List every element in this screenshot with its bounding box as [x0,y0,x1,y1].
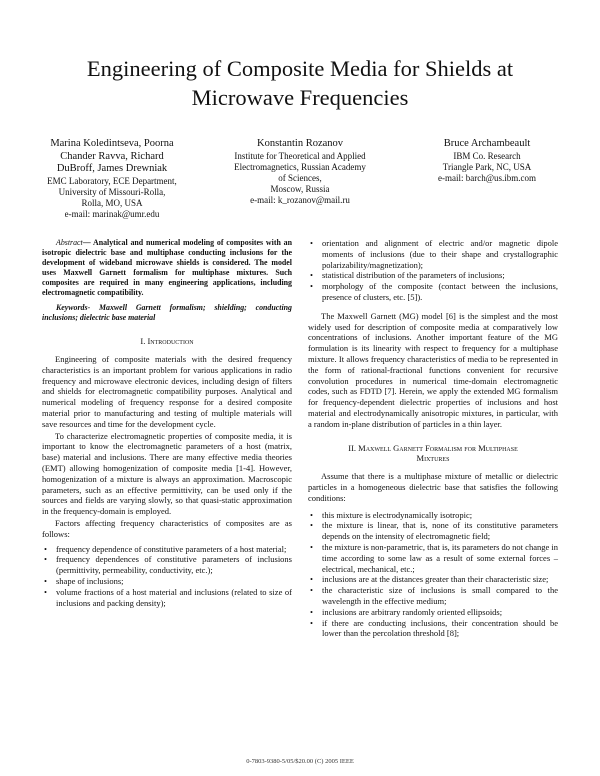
section-heading-line: Mixtures [416,453,450,464]
list-item: • this mixture is electrodynamically isotropic; [308,510,558,521]
author-block-1 [28,138,196,220]
keywords: Keywords- Maxwell Garnett formalism; shielding; conducting inclusions; dielectric base material [42,303,292,323]
right-column [308,238,558,643]
list-item: • the characteristic size of inclusions is small compared to the wavelength in the effective medium; [308,585,558,607]
author-affiliation: University of Missouri-Rolla, [58,186,166,197]
factor-list-continued [308,238,558,303]
list-item: • inclusions are at the distances greater than their characteristic size; [308,574,558,585]
author-block-2 [213,138,387,206]
author-block-3 [402,138,572,184]
section-heading-line: II. Maxwell Garnett Formalism for Multiphase [348,442,518,453]
list-item: • shape of inclusions; [42,576,292,587]
page-footer: 0-7803-9380-5/05/$20.00 (C) 2005 IEEE [246,758,354,765]
left-column [42,238,292,612]
author-affiliation: of Sciences, [278,172,322,183]
author-name: DuBroff, James Drewniak [56,163,168,174]
paragraph: To characterize electromagnetic properties of composite media, it is important to know the electromagnetic parameters of a host (matrix, base) material and inclusions. There are many effective media theories (EMT) allowing homogenization of composite media [1-4]. However, homogenization of a mixture is always an approximation. Macroscopic parameters, such as an effective permittivity, can be used only if the sources and fields are varying slowly, so that quasi-static approximation in the frequency-domain is employed. [42,430,292,517]
list-item: • the mixture is non-parametric, that is, its parameters do not change in time according to some law as a result of some external forces – electrical, mechanical, etc.; [308,542,558,574]
paragraph: Factors affecting frequency characteristics of composites are as follows: [42,518,292,539]
author-email: e-mail: barch@us.ibm.com [437,172,536,183]
author-name: Konstantin Rozanov [256,138,344,149]
author-affiliation: Moscow, Russia [270,183,330,194]
author-affiliation: Electromagnetics, Russian Academy [234,161,366,172]
list-item: • volume fractions of a host material and inclusions (related to size of inclusions and packing density); [42,587,292,609]
title-line: Engineering of Composite Media for Shields at [86,56,514,81]
author-name: Marina Koledintseva, Poorna [50,138,174,149]
author-email: e-mail: marinak@umr.edu [64,208,160,219]
list-item: • the mixture is linear, that is, none of its constitutive parameters depends on the intensity of electromagnetic field; [308,520,558,542]
paper-title [40,54,560,112]
abstract-text: — Analytical and numerical modeling of composites with an isotropic dielectric base and multiphase conducting inclusions for the development of wideband microwave shields is considered. The model uses Maxwell Garnett formalism for multiphase mixtures. Such composites are required in many engineering applications, including electromagnetic compatibility. [42,238,292,297]
list-item: • frequency dependences of constitutive parameters of inclusions (permittivity, permeability, conductivity, etc.); [42,554,292,576]
author-affiliation: Institute for Theoretical and Applied [234,150,366,161]
list-item: • frequency dependence of constitutive parameters of a host material; [42,544,292,555]
list-item: • morphology of the composite (contact between the inclusions, presence of clusters, etc. [5]). [308,281,558,303]
abstract-label: Abstract [56,238,83,247]
paragraph: Assume that there is a multiphase mixture of metallic or dielectric particles in a homogeneous dielectric base that satisfies the following conditions: [308,471,558,503]
author-name: Chander Ravva, Richard [60,150,164,162]
paragraph: The Maxwell Garnett (MG) model [6] is the simplest and the most widely used for description of composite media at comparatively low concentrations of inclusions. Another important feature of the MG formulation is its linearity with respect to frequency for a multiphase mixture. It allows frequency characteristics of media to be represented in the form of rational-fractional functions convenient for recursive convolution procedures in numerical time-domain electromagnetic codes, such as FDTD [7]. Herein, we apply the extended MG formalism for frequency-dependent dielectric properties of inclusions and host material and electrodynamically anisotropic mixtures, in particular, with a random in-plane distribution of particles in a thin layer. [308,310,558,429]
author-affiliation: Triangle Park, NC, USA [442,161,532,172]
list-item: • if there are conducting inclusions, their concentration should be lower than the percolation threshold [8]; [308,618,558,640]
list-item: • statistical distribution of the parameters of inclusions; [308,270,558,281]
condition-list [308,510,558,640]
author-name: Bruce Archambeault [443,138,531,149]
author-affiliation: IBM Co. Research [453,150,521,161]
section-heading: I. Introduction [140,336,194,347]
section-heading [308,443,558,465]
abstract [42,238,292,297]
author-affiliation: Rolla, MO, USA [81,197,143,208]
list-item: • inclusions are arbitrary randomly oriented ellipsoids; [308,607,558,618]
title-line: Microwave Frequencies [191,85,409,110]
author-affiliation: EMC Laboratory, ECE Department, [47,175,177,186]
paragraph: Engineering of composite materials with the desired frequency characteristics is an important problem for various applications in radio frequency and microwave electronic devices, including design of filters and shields for electromagnetic compatibility purposes. Analytical and numerical modeling of frequency response for a desired composite material prior to manufacturing and testing of multiple materials will save resources and time for the development cycle. [42,354,292,429]
factor-list [42,544,292,609]
list-item: • orientation and alignment of electric and/or magnetic dipole moments of inclusions (due to their shape and crystallographic polarizability/magnetization); [308,238,558,270]
author-email: e-mail: k_rozanov@mail.ru [250,194,350,205]
